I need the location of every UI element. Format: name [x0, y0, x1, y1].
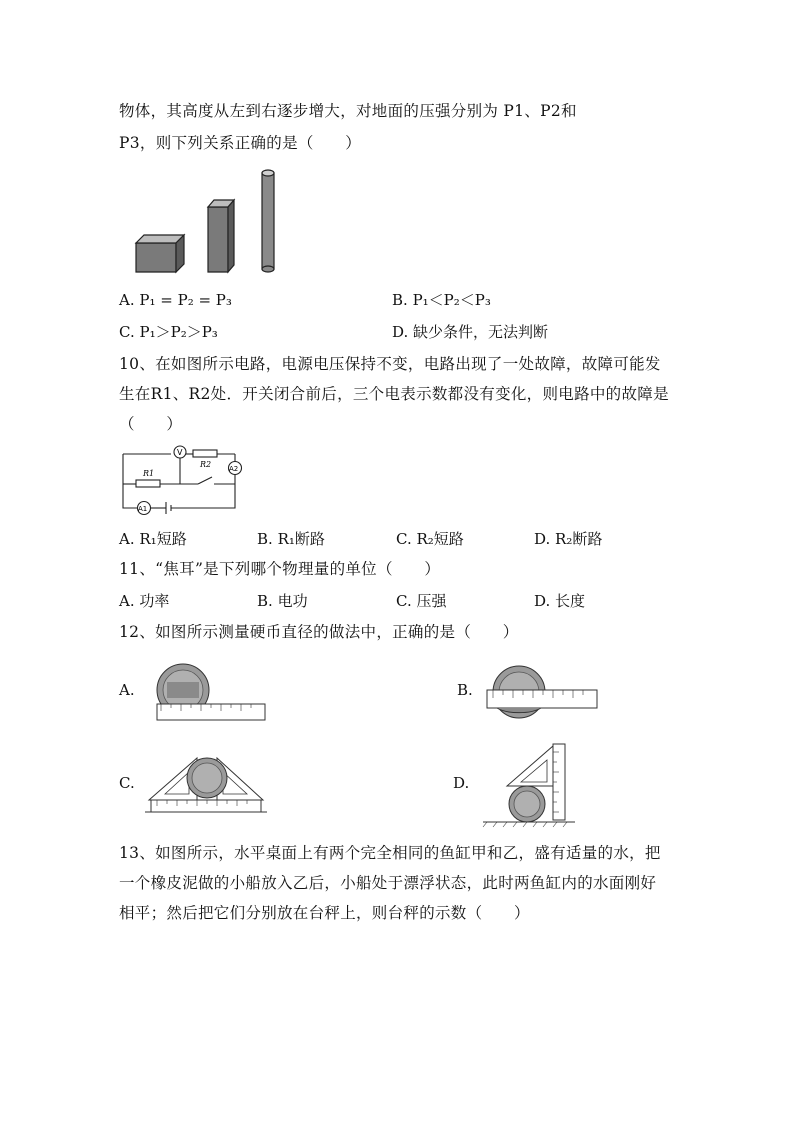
q12-figure-d [481, 742, 577, 830]
circuit-label-a1: A1 [138, 505, 148, 513]
q9-option-d: D. 缺少条件，无法判断 [392, 323, 549, 341]
q9-option-b: B. P₁＜P₂＜P₃ [392, 291, 491, 309]
q10-text-line2: 生在R1、R2处．开关闭合前后，三个电表示数都没有变化，则电路中的故障是 [119, 385, 669, 403]
q10-option-d: D. R₂断路 [534, 530, 603, 548]
q12-figure-b [485, 660, 600, 724]
q10-circuit-diagram [118, 440, 248, 520]
q11-option-c: C. 压强 [396, 592, 447, 610]
q11-option-b: B. 电功 [257, 592, 308, 610]
q10-option-b: B. R₁断路 [257, 530, 325, 548]
q12-fig-letter-d: D. [453, 774, 470, 792]
q13-text-line1: 13、如图所示，水平桌面上有两个完全相同的鱼缸甲和乙，盛有适量的水，把 [119, 844, 661, 862]
q9-text-line2: P3，则下列关系正确的是（ ） [119, 134, 362, 152]
q10-text-line1: 10、在如图所示电路，电源电压保持不变，电路出现了一处故障，故障可能发 [119, 355, 661, 373]
circuit-label-r2: R2 [200, 460, 212, 469]
q9-option-a: A. P₁ = P₂ = P₃ [119, 291, 232, 309]
q12-fig-letter-c: C. [119, 774, 135, 792]
q9-blocks-figure [130, 165, 290, 277]
circuit-label-a2: A2 [229, 465, 239, 473]
circuit-label-r1: R1 [143, 469, 155, 478]
q12-text-line1: 12、如图所示测量硬币直径的做法中，正确的是（ ） [119, 623, 519, 641]
q13-text-line3: 相平；然后把它们分别放在台秤上，则台秤的示数（ ） [119, 904, 530, 922]
q11-text-line1: 11、“焦耳”是下列哪个物理量的单位（ ） [119, 560, 441, 578]
q12-figure-a [153, 660, 268, 724]
q11-option-a: A. 功率 [119, 592, 170, 610]
q10-text-line3: （ ） [119, 415, 183, 433]
q10-option-a: A. R₁短路 [119, 530, 187, 548]
q13-text-line2: 一个橡皮泥做的小船放入乙后，小船处于漂浮状态，此时两鱼缸内的水面刚好 [119, 874, 657, 892]
q12-fig-letter-a: A. [119, 681, 135, 699]
q12-figure-c [145, 748, 267, 828]
q9-option-c: C. P₁＞P₂＞P₃ [119, 323, 218, 341]
q9-text-line1: 物体，其高度从左到右逐步增大，对地面的压强分别为 P1、P2和 [119, 102, 577, 120]
q10-option-c: C. R₂短路 [396, 530, 464, 548]
q12-fig-letter-b: B. [457, 681, 473, 699]
q11-option-d: D. 长度 [534, 592, 586, 610]
circuit-label-v: V [177, 448, 183, 457]
